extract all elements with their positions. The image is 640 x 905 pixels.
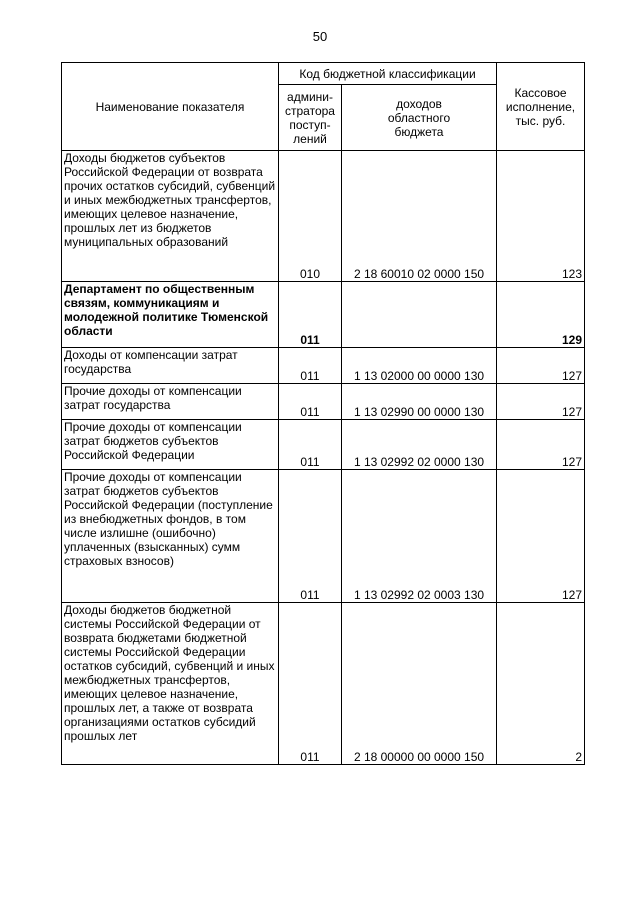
administrator-code-cell: 011 (279, 603, 342, 765)
column-header-classification-code: Код бюджетной классификации (279, 63, 497, 85)
administrator-code-cell: 010 (279, 151, 342, 282)
indicator-name-cell: Прочие доходы от компенсации затрат бюджетов субъектов Российской Федерации (62, 420, 279, 470)
table-row (62, 384, 585, 420)
table-row (62, 470, 585, 603)
table-body (62, 151, 585, 765)
table-row (62, 348, 585, 384)
table-header (62, 63, 585, 151)
administrator-code-cell: 011 (279, 384, 342, 420)
administrator-code-cell: 011 (279, 420, 342, 470)
amount-cell: 127 (497, 420, 585, 470)
amount-cell: 127 (497, 384, 585, 420)
indicator-name-cell: Доходы бюджетов субъектов Российской Федерации от возврата прочих остатков субсидий, субвенций и иных межбюджетных трансфертов, имеющих целевое назначение, прошлых лет из бюджетов муниципальных образований (62, 151, 279, 282)
indicator-name-cell: Прочие доходы от компенсации затрат бюджетов субъектов Российской Федерации (поступление из внебюджетных фондов, в том числе излишне (ошибочно) уплаченных (взысканных) сумм страховых взносов) (62, 470, 279, 603)
amount-cell: 127 (497, 470, 585, 603)
amount-cell: 2 (497, 603, 585, 765)
table-row (62, 603, 585, 765)
indicator-name-cell: Прочие доходы от компенсации затрат государства (62, 384, 279, 420)
page-number: 50 (312, 29, 328, 44)
column-header-amount: Кассовое исполнение, тыс. руб. (497, 63, 585, 151)
administrator-code-cell: 011 (279, 470, 342, 603)
income-code-cell: 1 13 02992 02 0003 130 (342, 470, 497, 603)
income-code-cell: 1 13 02990 00 0000 130 (342, 384, 497, 420)
table-row (62, 151, 585, 282)
indicator-name-cell: Доходы бюджетов бюджетной системы Российской Федерации от возврата бюджетами бюджетной системы Российской Федерации остатков субсидий, субвенций и иных межбюджетных трансфертов, имеющих целевое назначение, прошлых лет, а также от возврата организациями остатков субсидий прошлых лет (62, 603, 279, 765)
income-code-cell (342, 282, 497, 348)
budget-table (61, 62, 585, 765)
administrator-code-cell: 011 (279, 282, 342, 348)
indicator-name-cell: Доходы от компенсации затрат государства (62, 348, 279, 384)
administrator-code-cell: 011 (279, 348, 342, 384)
income-code-cell: 2 18 60010 02 0000 150 (342, 151, 497, 282)
amount-cell: 127 (497, 348, 585, 384)
income-code-cell: 1 13 02000 00 0000 130 (342, 348, 497, 384)
table-row (62, 420, 585, 470)
indicator-name-cell: Департамент по общественным связям, коммуникациям и молодежной политике Тюменской области (62, 282, 279, 348)
amount-cell: 123 (497, 151, 585, 282)
column-header-administrator: админи- стратора поступ- лений (279, 85, 342, 151)
amount-cell: 129 (497, 282, 585, 348)
income-code-cell: 1 13 02992 02 0000 130 (342, 420, 497, 470)
income-code-cell: 2 18 00000 00 0000 150 (342, 603, 497, 765)
table-row (62, 282, 585, 348)
column-header-name: Наименование показателя (62, 63, 279, 151)
column-header-income-code: доходов областного бюджета (342, 85, 497, 151)
